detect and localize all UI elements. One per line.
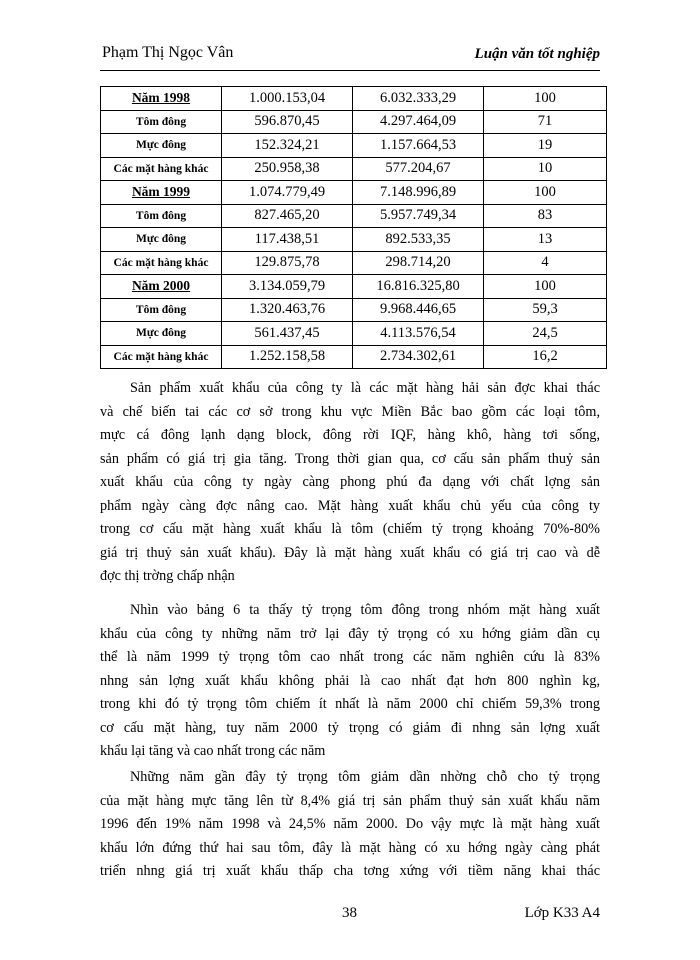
table-row [101,134,607,158]
text-line: Sản phẩm xuất khẩu của công ty là các mặt hàng hải sản đợc khai thác [130,380,600,396]
table-cell-c1: 129.875,78 [222,251,353,275]
table-year-row [101,87,607,111]
table-cell-c2: 9.968.446,65 [353,298,484,322]
text-line: đợc thị trờng chấp nhận [100,568,235,584]
table-cell-c2: 1.157.664,53 [353,134,484,158]
text-line: Nhìn vào bảng 6 ta thấy tỷ trọng tôm đông trong nhóm mặt hàng xuất [130,602,600,618]
table-cell-c1: 250.958,38 [222,157,353,181]
table-cell-c1: 1.074.779,49 [222,181,353,205]
table-cell-c2: 298.714,20 [353,251,484,275]
table-cell-c1: 152.324,21 [222,134,353,158]
table-cell-c2: 4.113.576,54 [353,322,484,346]
text-line: cơ cấu mặt hàng, tuy năm 2000 tỷ trọng có giảm đi nhng sản lợng xuất [100,719,600,736]
text-line: triển nhng giá trị xuất khẩu thấp cha tơng xứng với tiềm năng khai thác [100,863,600,879]
table-cell-c2: 7.148.996,89 [353,181,484,205]
table-cell-c3: 13 [484,228,607,252]
table-cell-c3: 10 [484,157,607,181]
table-cell-label: Năm 2000 [101,275,222,299]
text-line: sản phẩm có giá trị gia tăng. Trong thời gian qua, cơ cấu sản phẩm thuỷ sản [100,450,600,467]
table-row [101,204,607,228]
table-cell-c2: 892.533,35 [353,228,484,252]
table-cell-c1: 827.465,20 [222,204,353,228]
table-cell-c2: 577.204,67 [353,157,484,181]
table-cell-c1: 1.000.153,04 [222,87,353,111]
table-cell-c3: 24,5 [484,322,607,346]
table-cell-label: Mực đông [101,228,222,252]
text-line: Những năm gần đây tỷ trọng tôm giảm dần nhờng chỗ cho tỷ trọng [130,769,600,785]
text-line: khẩu của công ty những năm trở lại đây tỷ trọng có xu hớng giảm dần cụ [100,625,600,642]
class-label: Lớp K33 A4 [524,905,600,921]
page-number: 38 [342,905,357,921]
text-line: khẩu lại tăng và cao nhất trong các năm [100,743,326,759]
table-year-row [101,275,607,299]
table-cell-c3: 4 [484,251,607,275]
table-cell-c2: 5.957.749,34 [353,204,484,228]
table-cell-label: Tôm đông [101,298,222,322]
table-cell-label: Năm 1999 [101,181,222,205]
text-line: giá trị thuỷ sản xuất khẩu). Đây là mặt hàng xuất khẩu có giá trị cao và dễ [100,544,600,561]
table-cell-c1: 117.438,51 [222,228,353,252]
table-cell-c3: 100 [484,181,607,205]
table-row [101,298,607,322]
table-cell-c3: 100 [484,275,607,299]
table-cell-c3: 19 [484,134,607,158]
text-line: xuất khẩu của công ty ngày càng phong phú đa dạng với chất lợng sản [100,474,600,490]
table-row [101,251,607,275]
export-structure-table [100,86,607,369]
paragraph-3 [100,766,600,884]
table-cell-c3: 83 [484,204,607,228]
table-cell-label: Tôm đông [101,204,222,228]
text-line: thể là năm 1999 tỷ trọng tôm cao nhất trong các năm nghiên cứu là 83% [100,649,600,665]
table-cell-c3: 100 [484,87,607,111]
text-line: và chế biến tai các cơ sở trong khu vực Miền Bắc bao gồm các loại tôm, [100,403,600,420]
header-author: Phạm Thị Ngọc Vân [102,44,234,61]
paragraph-1 [100,377,600,589]
header-divider [100,70,600,71]
table-year-row [101,181,607,205]
text-line: 1996 đến 19% năm 1998 và 24,5% năm 2000. Do vậy mực là mặt hàng xuất [100,816,600,832]
table-cell-label: Các mặt hàng khác [101,251,222,275]
table-cell-c1: 596.870,45 [222,110,353,134]
table-cell-label: Mực đông [101,134,222,158]
header-title: Luận văn tốt nghiệp [474,46,600,62]
table-cell-label: Mực đông [101,322,222,346]
text-line: nhng sản lợng xuất khẩu không phải là cao nhất đạt hơn 800 nghìn kg, [100,672,600,689]
text-line: của mặt hàng mực tăng lên từ 8,4% giá trị sản phẩm thuỷ sản xuất khẩu năm [100,792,600,809]
text-line: khẩu lớn đứng thứ hai sau tôm, đây là mặt hàng có xu hớng ngày càng phát [100,839,600,856]
table-cell-c3: 59,3 [484,298,607,322]
text-line: trong cơ cấu mặt hàng xuất khẩu là tôm (chiếm tỷ trọng khoảng 70%-80% [100,521,600,537]
paragraph-2 [100,599,600,764]
table-row [101,228,607,252]
table-cell-c2: 16.816.325,80 [353,275,484,299]
table-row [101,345,607,369]
table-cell-c2: 4.297.464,09 [353,110,484,134]
table-cell-label: Các mặt hàng khác [101,345,222,369]
table-cell-c1: 3.134.059,79 [222,275,353,299]
table-cell-c2: 6.032.333,29 [353,87,484,111]
table-row [101,322,607,346]
table-row [101,110,607,134]
table-cell-c1: 561.437,45 [222,322,353,346]
table-cell-label: Các mặt hàng khác [101,157,222,181]
table-cell-c1: 1.320.463,76 [222,298,353,322]
table-cell-c1: 1.252.158,58 [222,345,353,369]
table-row [101,157,607,181]
text-line: trong khi đó tỷ trọng tôm chiếm ít nhất là năm 2000 chỉ chiếm 59,3% trong [100,696,600,712]
table-cell-c3: 16,2 [484,345,607,369]
table-cell-c2: 2.734.302,61 [353,345,484,369]
table-cell-c3: 71 [484,110,607,134]
table-cell-label: Tôm đông [101,110,222,134]
text-line: mực cá đông lạnh dạng block, đông rời IQF, hàng khô, hàng tơi sống, [100,427,600,443]
table-cell-label: Năm 1998 [101,87,222,111]
text-line: phẩm ngày càng đợc nâng cao. Mặt hàng xuất khẩu chủ yếu của công ty [100,497,600,514]
